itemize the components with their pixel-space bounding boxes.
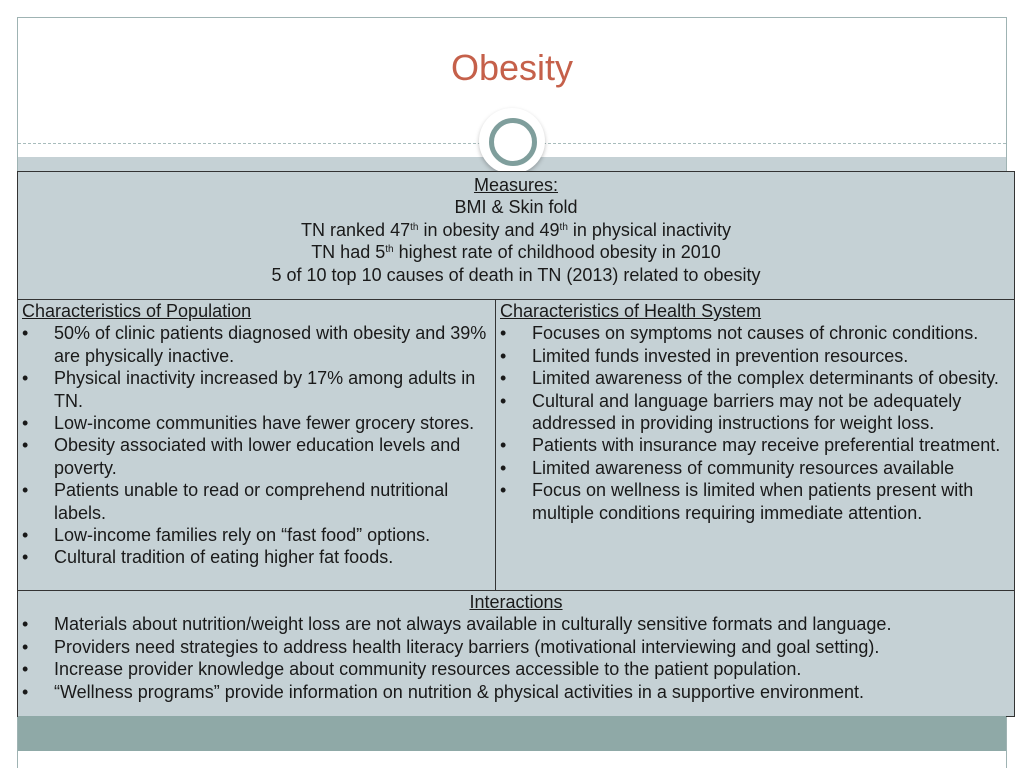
bullet-icon: •	[500, 345, 507, 366]
bullet-icon: •	[22, 480, 29, 501]
list-item	[22, 412, 491, 434]
list-item-text: Providers need strategies to address health literacy barriers (motivational interviewing and goal setting).	[54, 636, 880, 657]
bullet-icon: •	[500, 435, 507, 456]
population-list	[22, 322, 491, 568]
footer-band	[18, 716, 1006, 751]
list-item	[22, 636, 1010, 658]
health-system-cell	[496, 300, 1014, 591]
list-item-text: Low-income communities have fewer grocery stores.	[54, 413, 475, 434]
bullet-icon: •	[22, 681, 29, 702]
list-item	[22, 524, 491, 546]
measures-line-3-a: TN had 5	[311, 242, 386, 263]
list-item	[22, 367, 491, 412]
list-item-text: Focuses on symptoms not causes of chronic conditions.	[532, 323, 979, 344]
bullet-icon: •	[500, 368, 507, 389]
list-item	[500, 390, 1014, 435]
list-item	[500, 479, 1014, 524]
list-item-text: 50% of clinic patients diagnosed with obesity and 39% are physically inactive.	[54, 323, 487, 366]
bullet-icon: •	[22, 659, 29, 680]
bullet-icon: •	[22, 525, 29, 546]
interactions-list	[22, 613, 1010, 703]
list-item-text: Limited awareness of community resources available	[532, 457, 955, 478]
list-item	[500, 322, 1014, 344]
list-item-text: Physical inactivity increased by 17% among adults in TN.	[54, 368, 476, 411]
list-item-text: Low-income families rely on “fast food” options.	[54, 525, 431, 546]
measures-line-2-b: in obesity and 49	[418, 219, 560, 240]
list-item-text: Cultural tradition of eating higher fat foods.	[54, 547, 394, 568]
list-item	[500, 457, 1014, 479]
health-system-heading: Characteristics of Health System	[500, 301, 762, 321]
list-item-text: Cultural and language barriers may not be adequately addressed in providing instructions for weight loss.	[532, 390, 962, 434]
bullet-icon: •	[22, 636, 29, 657]
slide-title: Obesity	[450, 47, 574, 88]
health-system-list	[500, 322, 1014, 524]
measures-line-3-a-sup: th	[385, 244, 394, 256]
list-item-text: Limited funds invested in prevention resources.	[532, 345, 909, 366]
slide-frame-top	[17, 17, 1007, 18]
interactions-heading: Interactions	[469, 592, 563, 612]
list-item-text: Limited awareness of the complex determinants of obesity.	[532, 368, 999, 389]
measures-line-2-a-sup: th	[410, 221, 419, 233]
measures-line-3	[18, 241, 1014, 263]
measures-line-2-b-sup: th	[559, 221, 568, 233]
bullet-icon: •	[22, 368, 29, 389]
population-heading: Characteristics of Population	[22, 301, 252, 321]
list-item-text: Patients with insurance may receive preferential treatment.	[532, 435, 1001, 456]
list-item-text: Increase provider knowledge about community resources accessible to the patient population.	[54, 659, 802, 680]
list-item	[22, 434, 491, 479]
list-item	[22, 681, 1010, 703]
measures-heading: Measures:	[473, 175, 559, 195]
bullet-icon: •	[500, 390, 507, 411]
list-item	[22, 658, 1010, 680]
bullet-icon: •	[500, 457, 507, 478]
list-item	[22, 613, 1010, 635]
bullet-icon: •	[22, 614, 29, 635]
list-item	[500, 367, 1014, 389]
measures-line-2	[18, 219, 1014, 241]
list-item	[22, 479, 491, 524]
list-item	[22, 546, 491, 568]
bullet-icon: •	[22, 323, 29, 344]
list-item-text: Materials about nutrition/weight loss are not always available in culturally sensitive formats and language.	[54, 614, 892, 635]
content-table	[17, 171, 1015, 717]
list-item-text: Obesity associated with lower education levels and poverty.	[54, 435, 461, 478]
population-cell	[18, 300, 496, 591]
measures-line-3-b: highest rate of childhood obesity in 2010	[393, 242, 721, 263]
measures-cell	[18, 172, 1014, 300]
bullet-icon: •	[22, 413, 29, 434]
measures-line-2-a: TN ranked 47	[301, 219, 411, 240]
list-item-text: Focus on wellness is limited when patients present with multiple conditions requiring immediate attention.	[532, 480, 974, 523]
measures-line-1: BMI & Skin fold	[454, 197, 578, 218]
list-item	[500, 345, 1014, 367]
bullet-icon: •	[22, 547, 29, 568]
list-item	[22, 322, 491, 367]
bullet-icon: •	[22, 435, 29, 456]
interactions-cell	[18, 591, 1014, 716]
bullet-icon: •	[500, 480, 507, 501]
list-item-text: “Wellness programs” provide information on nutrition & physical activities in a supportive environment.	[54, 681, 865, 702]
measures-line-2-c: in physical inactivity	[567, 219, 731, 240]
bullet-icon: •	[500, 323, 507, 344]
list-item	[500, 434, 1014, 456]
circle-ring-icon	[489, 118, 537, 166]
list-item-text: Patients unable to read or comprehend nutritional labels.	[54, 480, 449, 523]
measures-line-4: 5 of 10 top 10 causes of death in TN (2013) related to obesity	[271, 264, 761, 285]
